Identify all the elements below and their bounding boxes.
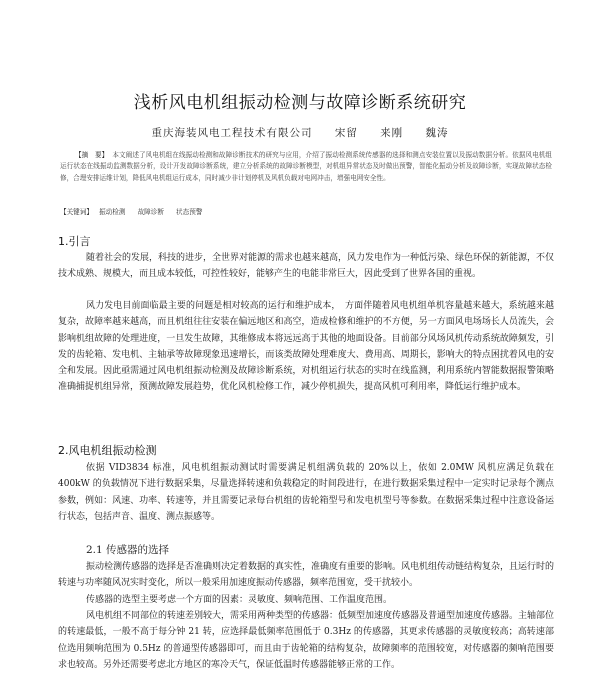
author-name: 魏涛 [425, 127, 449, 139]
author-name: 来刚 [380, 127, 404, 139]
paragraph: 依据 VID3834 标准，风电机组振动测试时需要满足机组满负载的 20%以上，依如 2.0MW 风机应满足负载在 400kW 的负载情况下进行数据采集，尽量选择转速和负载稳定的时间段进行，在进行数据采集过程中一定实时记录每个测点参数，例如：风速、功率、转速等，并且需要记录每台机组的齿轮箱型号和发电机型号等参数。在数据采集过程中注意设备运行状态，包括声音、温度、测点振感等。 [58, 463, 554, 522]
keyword: 故障诊断 [137, 208, 164, 216]
paragraph: 风力发电目前面临最主要的问题是相对较高的运行和维护成本， 方面伴随着风电机组单机容量越来越大，系统越来越复杂，故障率越来越高，而且机组往往安装在偏远地区和高空，造成检修和维护的不方便，另一方面风电场场长人员流失，会影响机组故障的处理进度，一旦发生故障，其维修成本将远远高于其他的地面设备。目前部分风场风机传动系统故障频发，引发的齿轮箱、发电机、主轴承等故障现象迅速增长，而该类故障处理难度大、费用高、周期长，影响大的特点困扰着风电的安全和发展。因此亟需通过风电机组振动检测及故障诊断系统，对机组运行状态的实时在线监测，利用系统内智能数据报警策略准确捕捉机组异常，预测故障发展趋势，优化风机检修工作，减少停机损失，提高风机可利用率，降低运行维护成本。 [58, 301, 554, 393]
abstract-text: 本文阐述了风电机组在线振动检测和故障诊断技术的研究与应用，介绍了振动检测系统传感器的选择和测点安装位置以及振动数据分析。依据风电机组运行状态在线振动监测数据分析，设计开发故障诊断系统，建立分析系统的故障诊断模型，对机组异常状态及时做出预警，智能化振动分析及故障诊断，实现故障状态检修，合理安排运维计划，降低风电机组运行成本，同时减少非计划停机及风机负载对电网冲击，增强电网安全性。 [60, 151, 553, 182]
keyword: 振动检测 [99, 208, 126, 216]
keywords-tag: 【关键词】 [60, 208, 93, 216]
abstract [60, 150, 552, 184]
paragraph: 随着社会的发展，科技的进步，全世界对能源的需求也越来越高，风力发电作为一种低污染、绿色环保的新能源，不仅技术成熟、规模大，而且成本较低，可控性较好，能够产生的电能非常巨大，因此受到了世界各国的重视。 [58, 253, 555, 280]
keywords [60, 207, 552, 218]
keyword: 状态预警 [176, 208, 203, 216]
subsection-heading: 2.1 传感器的选择 [86, 544, 170, 556]
section-heading: 2.风电机组振动检测 [58, 444, 157, 457]
paragraph: 振动检测传感器的选择是否准确则决定着数据的真实性，准确度有重要的影响。风电机组传动链结构复杂，且运行时的转速与功率随风况实时变化，所以一般采用加速度振动传感器，频率范围宽，受干扰较小。 [58, 562, 555, 589]
paragraph: 风电机组不同部位的转速差别较大，需采用两种类型的传感器：低频型加速度传感器及普通型加速度传感器。主轴部位的转速最低，一般不高于每分钟 21 转，应选择最低频率范围低于 0.3Hz 的传感器，其更求传感器的灵敏度较高；高转速部位选用频响范围为 0.5Hz 的普通型传感器即可，而且由于齿轮箱的结构复杂，故障频率的范围较宽，对传感器的频响范围要求也较高。另外还需要考虑北方地区的寒冷天气，保证低温时传感器能够正常的工作。 [58, 611, 555, 670]
paragraph: 传感器的选型主要考虑一个方面的因素：灵敏度、频响范围、工作温度范围。 [86, 595, 393, 605]
author-affiliation: 重庆海装风电工程技术有限公司 [151, 127, 313, 139]
section-heading: 1.引言 [58, 235, 91, 248]
author-name: 宋留 [334, 127, 358, 139]
author-line [0, 125, 600, 140]
paper-title: 浅析风电机组振动检测与故障诊断系统研究 [133, 93, 467, 113]
abstract-tag: 【摘 要】 [75, 151, 109, 159]
